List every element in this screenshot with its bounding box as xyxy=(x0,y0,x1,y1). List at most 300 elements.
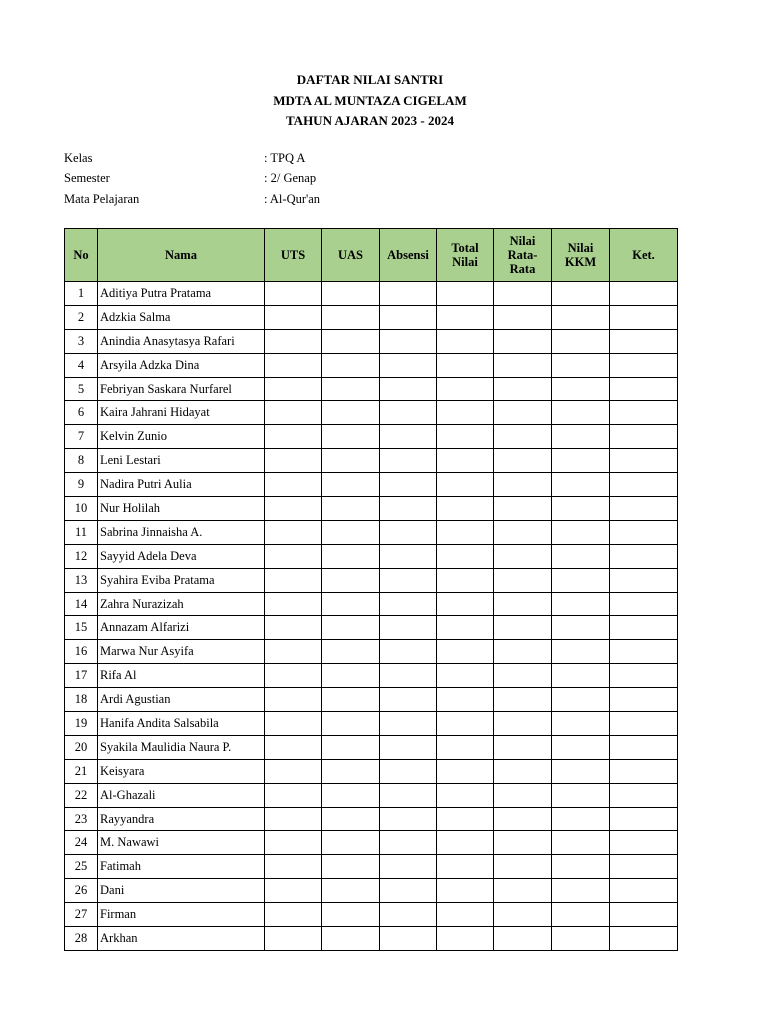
cell-nilai-rata-rata xyxy=(494,855,552,879)
row-number: 16 xyxy=(65,640,98,664)
table-row xyxy=(65,401,678,425)
student-name: Marwa Nur Asyifa xyxy=(98,640,265,664)
table-row xyxy=(65,425,678,449)
cell-nilai-kkm xyxy=(552,688,610,712)
cell-uts xyxy=(265,640,322,664)
cell-ket xyxy=(610,401,678,425)
student-name: Nadira Putri Aulia xyxy=(98,473,265,497)
cell-uas xyxy=(322,520,380,544)
table-row xyxy=(65,855,678,879)
cell-total-nilai xyxy=(437,735,494,759)
row-number: 17 xyxy=(65,664,98,688)
cell-uas xyxy=(322,377,380,401)
row-number: 11 xyxy=(65,520,98,544)
cell-nilai-kkm xyxy=(552,497,610,521)
table-row xyxy=(65,759,678,783)
row-number: 8 xyxy=(65,449,98,473)
cell-nilai-kkm xyxy=(552,544,610,568)
cell-uts xyxy=(265,305,322,329)
cell-uts xyxy=(265,282,322,306)
row-number: 23 xyxy=(65,807,98,831)
student-name: Arkhan xyxy=(98,927,265,951)
row-number: 3 xyxy=(65,329,98,353)
student-name: Keisyara xyxy=(98,759,265,783)
cell-nilai-rata-rata xyxy=(494,903,552,927)
header-nama xyxy=(98,229,265,282)
cell-uts xyxy=(265,520,322,544)
cell-nilai-rata-rata xyxy=(494,783,552,807)
header-label: Rata xyxy=(509,262,536,276)
row-number: 10 xyxy=(65,497,98,521)
cell-total-nilai xyxy=(437,305,494,329)
cell-uts xyxy=(265,735,322,759)
cell-uts xyxy=(265,807,322,831)
cell-ket xyxy=(610,305,678,329)
cell-total-nilai xyxy=(437,568,494,592)
header-ket xyxy=(610,229,678,282)
cell-total-nilai xyxy=(437,353,494,377)
grade-table xyxy=(64,228,678,951)
cell-total-nilai xyxy=(437,616,494,640)
table-row xyxy=(65,449,678,473)
cell-nilai-kkm xyxy=(552,855,610,879)
cell-ket xyxy=(610,688,678,712)
cell-total-nilai xyxy=(437,520,494,544)
cell-uas xyxy=(322,497,380,521)
cell-uts xyxy=(265,353,322,377)
row-number: 12 xyxy=(65,544,98,568)
header-absensi xyxy=(380,229,437,282)
cell-uas xyxy=(322,712,380,736)
cell-nilai-kkm xyxy=(552,568,610,592)
info-value: : Al-Qur'an xyxy=(264,191,321,206)
cell-nilai-rata-rata xyxy=(494,807,552,831)
table-row xyxy=(65,807,678,831)
cell-uts xyxy=(265,664,322,688)
student-name: Syakila Maulidia Naura P. xyxy=(98,735,265,759)
row-number: 27 xyxy=(65,903,98,927)
row-number: 25 xyxy=(65,855,98,879)
table-row xyxy=(65,688,678,712)
cell-absensi xyxy=(380,927,437,951)
cell-ket xyxy=(610,783,678,807)
student-name: Nur Holilah xyxy=(98,497,265,521)
cell-uts xyxy=(265,712,322,736)
cell-ket xyxy=(610,544,678,568)
cell-uts xyxy=(265,377,322,401)
cell-uas xyxy=(322,329,380,353)
table-row xyxy=(65,544,678,568)
cell-uas xyxy=(322,831,380,855)
student-name: Hanifa Andita Salsabila xyxy=(98,712,265,736)
cell-uts xyxy=(265,401,322,425)
header-total-nilai xyxy=(437,229,494,282)
cell-absensi xyxy=(380,520,437,544)
cell-absensi xyxy=(380,449,437,473)
cell-nilai-kkm xyxy=(552,903,610,927)
info-value: : TPQ A xyxy=(264,151,306,165)
cell-nilai-rata-rata xyxy=(494,425,552,449)
cell-absensi xyxy=(380,664,437,688)
row-number: 18 xyxy=(65,688,98,712)
info-value: : 2/ Genap xyxy=(264,171,317,186)
cell-nilai-kkm xyxy=(552,305,610,329)
cell-nilai-rata-rata xyxy=(494,329,552,353)
header-label: UTS xyxy=(280,248,306,262)
cell-nilai-rata-rata xyxy=(494,353,552,377)
cell-uts xyxy=(265,855,322,879)
cell-total-nilai xyxy=(437,831,494,855)
cell-uts xyxy=(265,473,322,497)
row-number: 5 xyxy=(65,377,98,401)
cell-uas xyxy=(322,592,380,616)
cell-total-nilai xyxy=(437,783,494,807)
cell-nilai-rata-rata xyxy=(494,664,552,688)
cell-ket xyxy=(610,903,678,927)
cell-absensi xyxy=(380,497,437,521)
cell-uas xyxy=(322,688,380,712)
cell-uts xyxy=(265,425,322,449)
student-name: Al-Ghazali xyxy=(98,783,265,807)
cell-total-nilai xyxy=(437,640,494,664)
header-label: UAS xyxy=(337,248,363,262)
cell-absensi xyxy=(380,329,437,353)
student-name: Adzkia Salma xyxy=(98,305,265,329)
cell-uts xyxy=(265,592,322,616)
cell-absensi xyxy=(380,616,437,640)
table-row xyxy=(65,640,678,664)
cell-ket xyxy=(610,568,678,592)
cell-nilai-kkm xyxy=(552,783,610,807)
table-row xyxy=(65,497,678,521)
cell-absensi xyxy=(380,544,437,568)
header-nilai-kkm xyxy=(552,229,610,282)
cell-nilai-kkm xyxy=(552,807,610,831)
row-number: 6 xyxy=(65,401,98,425)
cell-uts xyxy=(265,616,322,640)
info-label: Mata Pelajaran xyxy=(64,191,140,206)
cell-absensi xyxy=(380,473,437,497)
student-name: Zahra Nurazizah xyxy=(98,592,265,616)
cell-nilai-rata-rata xyxy=(494,592,552,616)
cell-nilai-rata-rata xyxy=(494,616,552,640)
cell-ket xyxy=(610,759,678,783)
row-number: 13 xyxy=(65,568,98,592)
title-line-2: MDTA AL MUNTAZA CIGELAM xyxy=(273,92,467,108)
cell-nilai-rata-rata xyxy=(494,449,552,473)
row-number: 21 xyxy=(65,759,98,783)
cell-nilai-kkm xyxy=(552,449,610,473)
cell-nilai-rata-rata xyxy=(494,831,552,855)
table-row xyxy=(65,568,678,592)
cell-total-nilai xyxy=(437,688,494,712)
cell-ket xyxy=(610,640,678,664)
cell-uas xyxy=(322,879,380,903)
student-name: Anindia Anasytasya Rafari xyxy=(98,329,265,353)
cell-uas xyxy=(322,353,380,377)
header-label: Total xyxy=(451,241,479,255)
cell-total-nilai xyxy=(437,401,494,425)
cell-uas xyxy=(322,473,380,497)
header-label: KKM xyxy=(564,255,597,269)
cell-uts xyxy=(265,903,322,927)
cell-ket xyxy=(610,377,678,401)
cell-nilai-kkm xyxy=(552,353,610,377)
row-number: 24 xyxy=(65,831,98,855)
cell-absensi xyxy=(380,688,437,712)
cell-ket xyxy=(610,282,678,306)
table-row xyxy=(65,831,678,855)
cell-nilai-rata-rata xyxy=(494,927,552,951)
cell-absensi xyxy=(380,903,437,927)
table-row xyxy=(65,879,678,903)
cell-total-nilai xyxy=(437,377,494,401)
cell-total-nilai xyxy=(437,855,494,879)
cell-nilai-rata-rata xyxy=(494,473,552,497)
cell-nilai-kkm xyxy=(552,282,610,306)
row-number: 28 xyxy=(65,927,98,951)
cell-nilai-rata-rata xyxy=(494,401,552,425)
cell-uas xyxy=(322,640,380,664)
cell-absensi xyxy=(380,712,437,736)
cell-uts xyxy=(265,927,322,951)
cell-nilai-kkm xyxy=(552,377,610,401)
cell-nilai-rata-rata xyxy=(494,377,552,401)
cell-total-nilai xyxy=(437,879,494,903)
cell-nilai-rata-rata xyxy=(494,520,552,544)
cell-uas xyxy=(322,783,380,807)
cell-ket xyxy=(610,855,678,879)
header-no xyxy=(65,229,98,282)
cell-uts xyxy=(265,879,322,903)
cell-uas xyxy=(322,449,380,473)
cell-ket xyxy=(610,520,678,544)
cell-nilai-rata-rata xyxy=(494,688,552,712)
table-row xyxy=(65,473,678,497)
cell-ket xyxy=(610,927,678,951)
cell-nilai-rata-rata xyxy=(494,759,552,783)
header-uts xyxy=(265,229,322,282)
cell-total-nilai xyxy=(437,759,494,783)
cell-absensi xyxy=(380,855,437,879)
header-label: Rata- xyxy=(507,248,538,262)
cell-uas xyxy=(322,927,380,951)
cell-nilai-kkm xyxy=(552,664,610,688)
header-label: Nilai xyxy=(567,241,594,255)
header-label: No xyxy=(73,248,89,262)
row-number: 7 xyxy=(65,425,98,449)
cell-ket xyxy=(610,616,678,640)
title-line-1: DAFTAR NILAI SANTRI xyxy=(296,72,444,87)
table-body xyxy=(65,282,678,951)
row-number: 1 xyxy=(65,282,98,306)
cell-absensi xyxy=(380,783,437,807)
cell-uas xyxy=(322,616,380,640)
table-row xyxy=(65,616,678,640)
cell-uas xyxy=(322,568,380,592)
cell-absensi xyxy=(380,568,437,592)
cell-total-nilai xyxy=(437,449,494,473)
cell-absensi xyxy=(380,377,437,401)
cell-uas xyxy=(322,903,380,927)
table-row xyxy=(65,377,678,401)
table-row xyxy=(65,305,678,329)
student-name: Leni Lestari xyxy=(98,449,265,473)
cell-total-nilai xyxy=(437,473,494,497)
cell-nilai-kkm xyxy=(552,927,610,951)
cell-uts xyxy=(265,783,322,807)
cell-ket xyxy=(610,449,678,473)
cell-total-nilai xyxy=(437,712,494,736)
cell-absensi xyxy=(380,592,437,616)
cell-ket xyxy=(610,831,678,855)
header-label: Absensi xyxy=(387,248,429,262)
table-row xyxy=(65,783,678,807)
cell-total-nilai xyxy=(437,497,494,521)
student-name: M. Nawawi xyxy=(98,831,265,855)
header-label: Nama xyxy=(165,248,197,262)
header-nilai-rata-rata xyxy=(494,229,552,282)
cell-absensi xyxy=(380,425,437,449)
cell-ket xyxy=(610,664,678,688)
table-row xyxy=(65,735,678,759)
cell-absensi xyxy=(380,401,437,425)
student-name: Kaira Jahrani Hidayat xyxy=(98,401,265,425)
title-line-3: TAHUN AJARAN 2023 - 2024 xyxy=(285,113,455,128)
student-name: Sabrina Jinnaisha A. xyxy=(98,520,265,544)
cell-uas xyxy=(322,807,380,831)
student-name: Annazam Alfarizi xyxy=(98,616,265,640)
cell-ket xyxy=(610,497,678,521)
cell-total-nilai xyxy=(437,903,494,927)
cell-nilai-rata-rata xyxy=(494,640,552,664)
student-name: Rayyandra xyxy=(98,807,265,831)
cell-ket xyxy=(610,329,678,353)
cell-nilai-kkm xyxy=(552,759,610,783)
cell-nilai-kkm xyxy=(552,520,610,544)
row-number: 9 xyxy=(65,473,98,497)
cell-nilai-rata-rata xyxy=(494,305,552,329)
cell-nilai-rata-rata xyxy=(494,712,552,736)
header-label: Nilai xyxy=(452,255,478,269)
cell-uas xyxy=(322,282,380,306)
cell-ket xyxy=(610,473,678,497)
cell-nilai-rata-rata xyxy=(494,735,552,759)
row-number: 2 xyxy=(65,305,98,329)
cell-total-nilai xyxy=(437,927,494,951)
row-number: 19 xyxy=(65,712,98,736)
cell-nilai-rata-rata xyxy=(494,879,552,903)
header-label: Ket. xyxy=(632,248,655,262)
table-row xyxy=(65,282,678,306)
cell-absensi xyxy=(380,305,437,329)
cell-ket xyxy=(610,592,678,616)
cell-total-nilai xyxy=(437,544,494,568)
cell-nilai-kkm xyxy=(552,473,610,497)
row-number: 22 xyxy=(65,783,98,807)
table-row xyxy=(65,520,678,544)
cell-nilai-kkm xyxy=(552,831,610,855)
cell-uts xyxy=(265,544,322,568)
table-row xyxy=(65,353,678,377)
info-label: Semester xyxy=(64,171,110,186)
cell-uas xyxy=(322,401,380,425)
student-name: Aditiya Putra Pratama xyxy=(98,282,265,306)
student-name: Ardi Agustian xyxy=(98,688,265,712)
cell-nilai-kkm xyxy=(552,329,610,353)
table-header-row xyxy=(65,229,678,282)
student-name: Febriyan Saskara Nurfarel xyxy=(98,377,265,401)
cell-nilai-kkm xyxy=(552,640,610,664)
student-name: Firman xyxy=(98,903,265,927)
cell-ket xyxy=(610,879,678,903)
document-title xyxy=(0,70,740,132)
cell-uas xyxy=(322,664,380,688)
header-uas xyxy=(322,229,380,282)
student-name: Sayyid Adela Deva xyxy=(98,544,265,568)
cell-uas xyxy=(322,544,380,568)
cell-absensi xyxy=(380,759,437,783)
cell-nilai-kkm xyxy=(552,616,610,640)
table-row xyxy=(65,903,678,927)
cell-nilai-rata-rata xyxy=(494,568,552,592)
student-name: Arsyila Adzka Dina xyxy=(98,353,265,377)
cell-absensi xyxy=(380,879,437,903)
cell-total-nilai xyxy=(437,282,494,306)
cell-total-nilai xyxy=(437,664,494,688)
cell-nilai-rata-rata xyxy=(494,282,552,306)
cell-nilai-kkm xyxy=(552,712,610,736)
row-number: 26 xyxy=(65,879,98,903)
cell-total-nilai xyxy=(437,425,494,449)
cell-uts xyxy=(265,831,322,855)
cell-uts xyxy=(265,568,322,592)
row-number: 20 xyxy=(65,735,98,759)
cell-ket xyxy=(610,425,678,449)
cell-uas xyxy=(322,305,380,329)
cell-uas xyxy=(322,759,380,783)
header-label: Nilai xyxy=(509,234,536,248)
cell-ket xyxy=(610,712,678,736)
student-name: Syahira Eviba Pratama xyxy=(98,568,265,592)
info-label: Kelas xyxy=(64,151,93,165)
cell-total-nilai xyxy=(437,807,494,831)
cell-uts xyxy=(265,449,322,473)
cell-ket xyxy=(610,353,678,377)
cell-absensi xyxy=(380,735,437,759)
cell-uts xyxy=(265,497,322,521)
row-number: 15 xyxy=(65,616,98,640)
cell-uas xyxy=(322,855,380,879)
row-number: 4 xyxy=(65,353,98,377)
cell-nilai-kkm xyxy=(552,401,610,425)
cell-absensi xyxy=(380,282,437,306)
cell-nilai-rata-rata xyxy=(494,544,552,568)
cell-uas xyxy=(322,735,380,759)
cell-nilai-rata-rata xyxy=(494,497,552,521)
student-name: Fatimah xyxy=(98,855,265,879)
cell-absensi xyxy=(380,353,437,377)
row-number: 14 xyxy=(65,592,98,616)
cell-total-nilai xyxy=(437,329,494,353)
cell-uts xyxy=(265,688,322,712)
student-name: Kelvin Zunio xyxy=(98,425,265,449)
cell-total-nilai xyxy=(437,592,494,616)
cell-uas xyxy=(322,425,380,449)
student-name: Rifa Al xyxy=(98,664,265,688)
cell-uts xyxy=(265,759,322,783)
cell-absensi xyxy=(380,640,437,664)
